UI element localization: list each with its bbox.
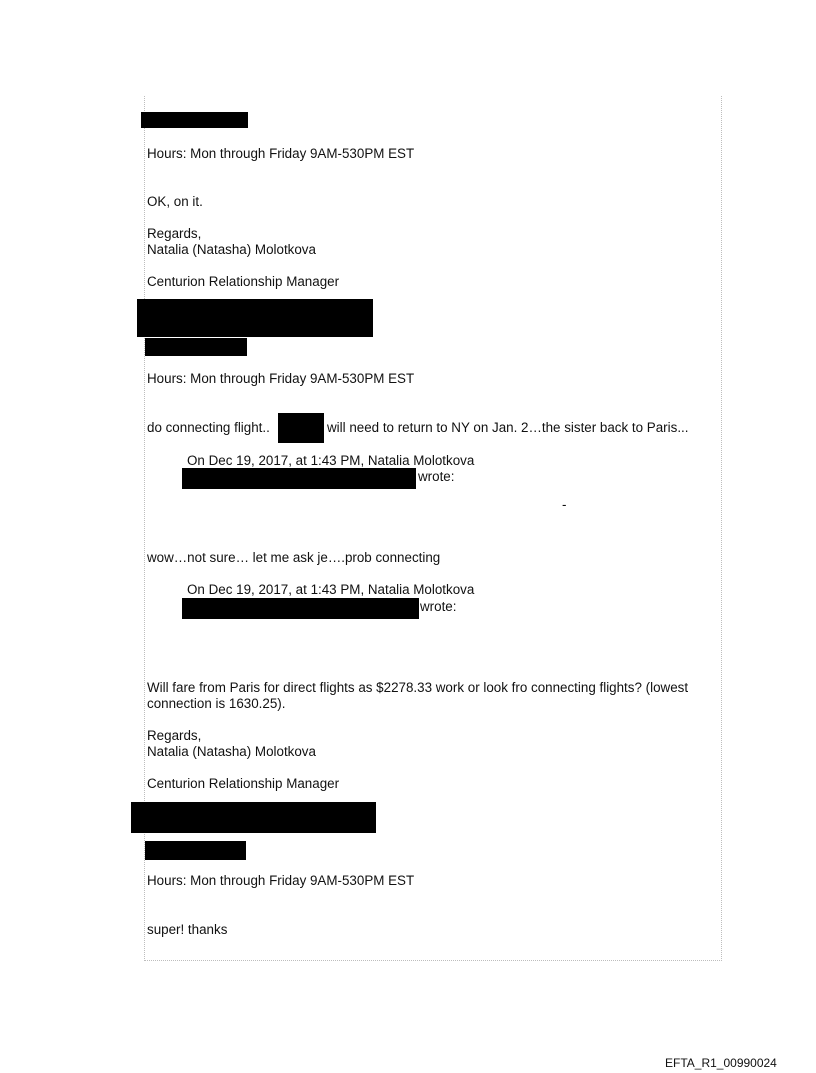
message-text: OK, on it. (147, 194, 203, 209)
redaction-bar (131, 802, 376, 833)
quote-header: On Dec 19, 2017, at 1:43 PM, Natalia Molotkova (187, 582, 475, 597)
redaction-bar (145, 338, 247, 356)
redaction-bar (182, 598, 419, 619)
hours-line: Hours: Mon through Friday 9AM-530PM EST (147, 371, 415, 386)
quote-wrote: wrote: (420, 599, 457, 614)
document-id: EFTA_R1_00990024 (665, 1056, 777, 1070)
signature-title: Centurion Relationship Manager (147, 776, 340, 791)
signature-regards: Regards, (147, 226, 202, 241)
signature-name: Natalia (Natasha) Molotkova (147, 242, 316, 257)
redaction-bar (141, 112, 248, 128)
quote-header: On Dec 19, 2017, at 1:43 PM, Natalia Molotkova (187, 453, 475, 468)
dash-mark: - (562, 497, 567, 512)
signature-title: Centurion Relationship Manager (147, 274, 340, 289)
redaction-bar (145, 841, 246, 860)
message-text: will need to return to NY on Jan. 2…the sister back to Paris... (327, 420, 689, 435)
message-text: do connecting flight.. (147, 420, 270, 435)
redaction-bar (137, 299, 373, 337)
redaction-bar (182, 468, 416, 489)
signature-regards: Regards, (147, 728, 202, 743)
message-text: wow…not sure… let me ask je….prob connecting (147, 550, 441, 565)
signature-name: Natalia (Natasha) Molotkova (147, 744, 316, 759)
hours-line: Hours: Mon through Friday 9AM-530PM EST (147, 873, 415, 888)
redaction-bar (278, 413, 324, 443)
message-text: super! thanks (147, 922, 228, 937)
quote-wrote: wrote: (418, 469, 455, 484)
hours-line: Hours: Mon through Friday 9AM-530PM EST (147, 146, 415, 161)
message-text: Will fare from Paris for direct flights as $2278.33 work or look fro connecting flights? (lowest connection is 1630.25). (147, 680, 689, 711)
